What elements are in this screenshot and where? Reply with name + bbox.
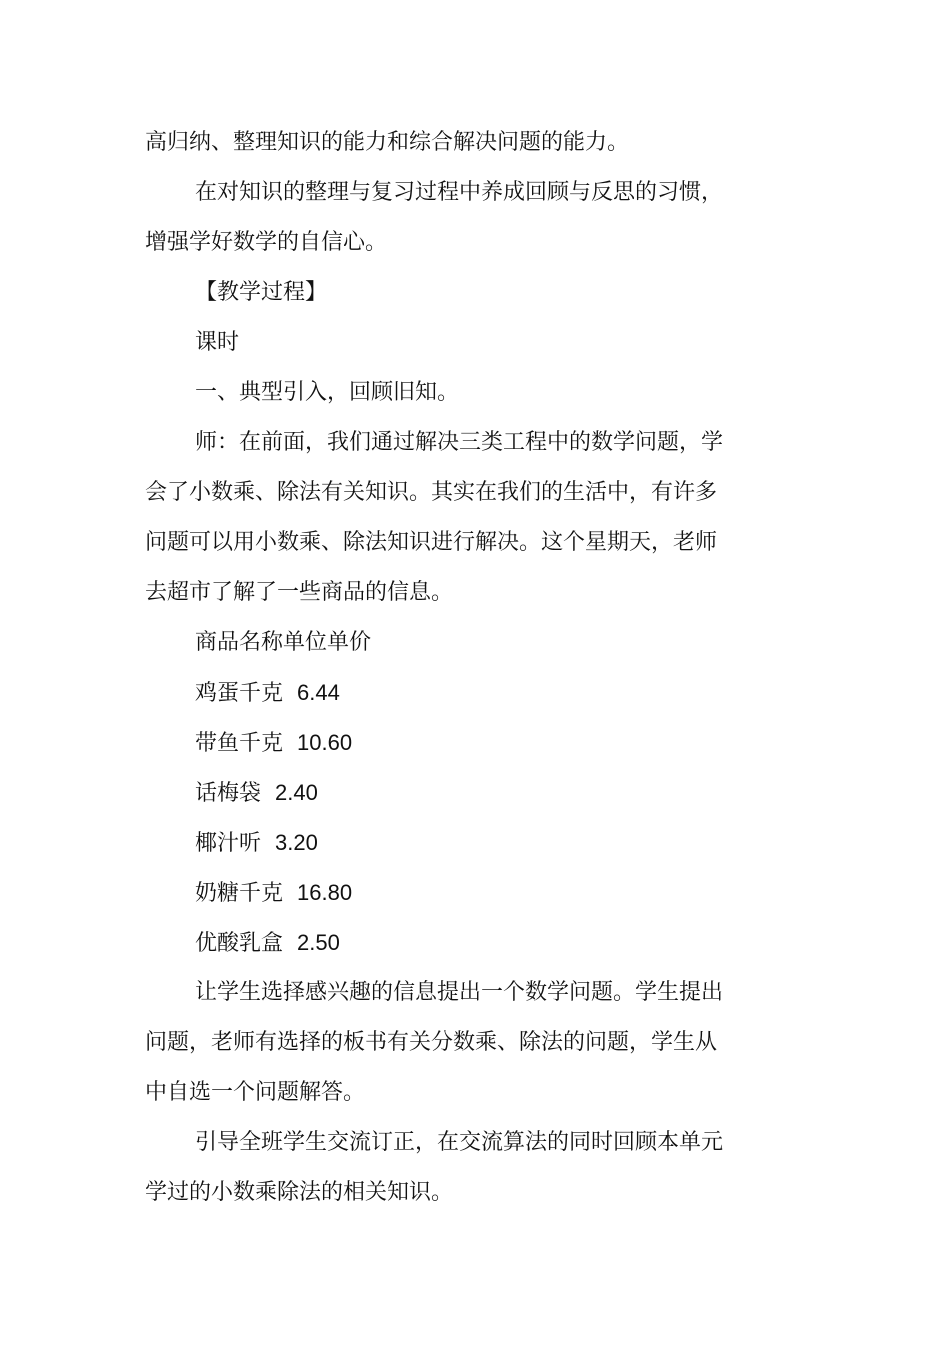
product-name: 椰汁听 xyxy=(195,831,262,856)
product-table-header: 商品名称单位单价 xyxy=(195,630,372,655)
heading-teaching-process: 【教学过程】 xyxy=(195,280,328,305)
product-row xyxy=(145,918,765,968)
teacher-paragraph-line-1: 师：在前面，我们通过解决三类工程中的数学问题，学 xyxy=(195,430,724,455)
product-name: 优酸乳盒 xyxy=(195,931,284,956)
product-name: 话梅袋 xyxy=(195,781,262,806)
teacher-paragraph-line-2: 会了小数乘、除法有关知识。其实在我们的生活中，有许多 xyxy=(145,480,718,505)
product-row xyxy=(145,718,765,768)
paragraph-habits-line-2: 增强学好数学的自信心。 xyxy=(145,230,388,255)
product-price: 6.44 xyxy=(297,680,340,705)
product-row xyxy=(145,668,765,718)
paragraph-habits-line-1: 在对知识的整理与复习过程中养成回顾与反思的习惯， xyxy=(195,180,724,205)
product-price: 10.60 xyxy=(297,730,353,755)
student-paragraph-line-1: 让学生选择感兴趣的信息提出一个数学问题。学生提出 xyxy=(195,980,724,1005)
product-row xyxy=(145,768,765,818)
guide-paragraph-line-1: 引导全班学生交流订正，在交流算法的同时回顾本单元 xyxy=(195,1130,724,1155)
document-body xyxy=(145,118,765,1218)
student-paragraph-line-3: 中自选一个问题解答。 xyxy=(145,1080,366,1105)
product-name: 鸡蛋千克 xyxy=(195,681,284,706)
product-price: 16.80 xyxy=(297,880,353,905)
product-name: 奶糖千克 xyxy=(195,881,284,906)
product-row xyxy=(145,868,765,918)
teacher-paragraph-line-3: 问题可以用小数乘、除法知识进行解决。这个星期天，老师 xyxy=(145,530,718,555)
student-paragraph-line-2: 问题，老师有选择的板书有关分数乘、除法的问题，学生从 xyxy=(145,1030,718,1055)
guide-paragraph-line-2: 学过的小数乘除法的相关知识。 xyxy=(145,1180,454,1205)
product-price: 2.50 xyxy=(297,930,340,955)
product-row xyxy=(145,818,765,868)
product-name: 带鱼千克 xyxy=(195,731,284,756)
section-heading-one: 一、典型引入，回顾旧知。 xyxy=(195,380,460,405)
lesson-label: 课时 xyxy=(195,330,240,355)
product-price: 3.20 xyxy=(275,830,318,855)
product-price: 2.40 xyxy=(275,780,318,805)
teacher-paragraph-line-4: 去超市了解了一些商品的信息。 xyxy=(145,580,454,605)
paragraph-abilities-line: 高归纳、整理知识的能力和综合解决问题的能力。 xyxy=(145,130,630,155)
